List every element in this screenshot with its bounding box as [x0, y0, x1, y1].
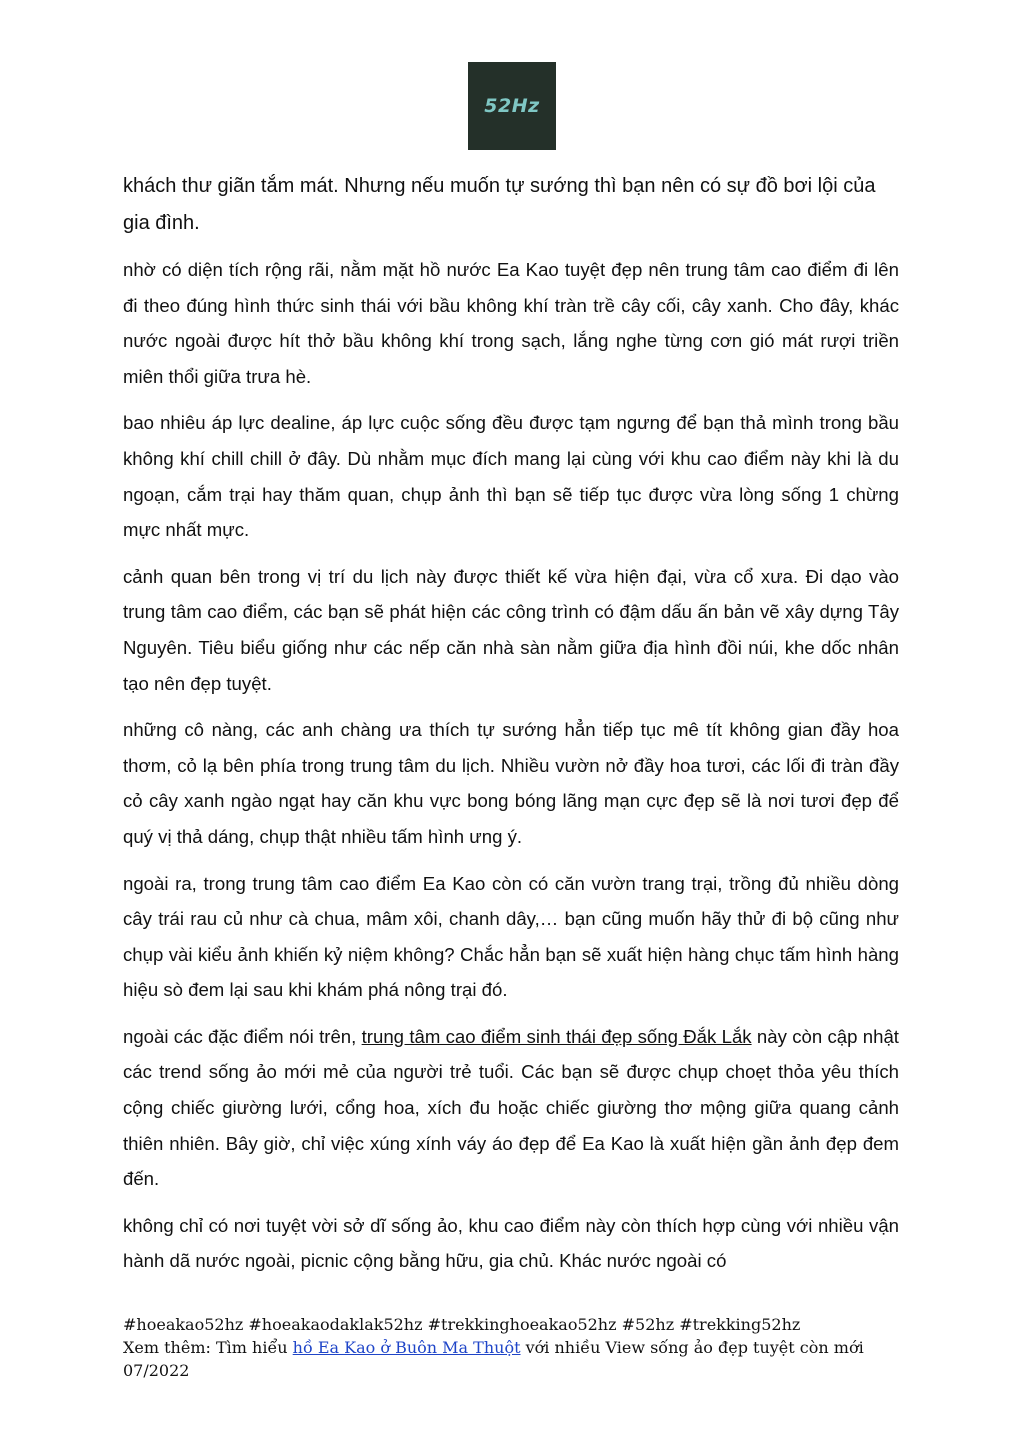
paragraph: những cô nàng, các anh chàng ưa thích tự sướng hẳn tiếp tục mê tít không gian đầy hoa thơm, cỏ lạ bên phía trong trung tâm du lịch. Nhiều vườn nở đầy hoa tươi, các lối đi tràn đầy cỏ cây xanh ngào ngạt hay căn khu vực bong bóng lãng mạn cực đẹp sẽ là nơi tươi đẹp để quý vị thả dáng, chụp thật nhiều tấm hình ưng ý. — [123, 719, 899, 847]
logo-text: 52Hz — [484, 95, 540, 117]
paragraph-text: ngoài các đặc điểm nói trên, — [123, 1025, 362, 1047]
see-more-link[interactable]: hồ Ea Kao ở Buôn Ma Thuột — [292, 1338, 521, 1357]
paragraph-with-link — [123, 1019, 899, 1197]
paragraph: bao nhiêu áp lực dealine, áp lực cuộc sống đều được tạm ngưng để bạn thả mình trong bầu không khí chill chill ở đây. Dù nhằm mục đích mang lại cùng với khu cao điểm này khi là du ngoạn, cắm trại hay thăm quan, chụp ảnh thì bạn sẽ tiếp tục được vừa lòng sống 1 chừng mực nhất mực. — [123, 412, 899, 541]
paragraph: nhờ có diện tích rộng rãi, nằm mặt hồ nước Ea Kao tuyệt đẹp nên trung tâm cao điểm đi lên đi theo đúng hình thức sinh thái với bầu không khí tràn trề cây cối, cây xanh. Cho đây, khác nước ngoài được hít thở bầu không khí trong sạch, lắng nghe từng cơn gió mát rượi triền miên thổi giữa trưa hè. — [123, 259, 899, 387]
paragraph: cảnh quan bên trong vị trí du lịch này được thiết kế vừa hiện đại, vừa cổ xưa. Đi dạo vào trung tâm cao điểm, các bạn sẽ phát hiện các công trình có đậm dấu ấn bản vẽ xây dựng Tây Nguyên. Tiêu biểu giống như các nếp căn nhà sàn nằm giữa địa hình đồi núi, khe dốc nhân tạo nên đẹp tuyệt. — [123, 565, 899, 694]
inline-article-link[interactable]: trung tâm cao điểm sinh thái đẹp sống Đắk Lắk — [361, 1025, 752, 1047]
see-more-prefix: Xem thêm: Tìm hiểu — [123, 1338, 293, 1357]
paragraph-text: này còn cập nhật các trend sống ảo mới mẻ của người trẻ tuổi. Các bạn sẽ được chụp choẹt thỏa yêu thích cộng chiếc giường lưới, cổng hoa, xích đu hoặc chiếc giường thơ mộng giữa quang cảnh thiên nhiên. Bây giờ, chỉ việc xúng xính váy áo đẹp để Ea Kao là xuất hiện gần ảnh đẹp đem đến. — [123, 1025, 899, 1190]
logo — [468, 62, 556, 150]
page-footer — [123, 1313, 913, 1382]
lead-paragraph: khách thư giãn tắm mát. Nhưng nếu muốn tự sướng thì bạn nên có sự đồ bơi lội của gia đình. — [123, 175, 876, 234]
see-more-suffix: với nhiều View sống ảo đẹp tuyệt còn mới 07/2022 — [123, 1338, 864, 1380]
article-body — [123, 168, 899, 1290]
paragraph: ngoài ra, trong trung tâm cao điểm Ea Kao còn có căn vườn trang trại, trồng đủ nhiều dòng cây trái rau củ như cà chua, mâm xôi, chanh dây,… bạn cũng muốn hãy thử đi bộ cũng như chụp vài kiểu ảnh khiến kỷ niệm không? Chắc hẳn bạn sẽ xuất hiện hàng chục tấm hình hàng hiệu sò đem lại sau khi khám phá nông trại đó. — [123, 872, 899, 1001]
see-more-line — [123, 1336, 913, 1382]
hashtags: #hoeakao52hz #hoeakaodaklak52hz #trekkinghoeakao52hz #52hz #trekking52hz — [123, 1315, 801, 1334]
paragraph: không chỉ có nơi tuyệt vời sở dĩ sống ảo, khu cao điểm này còn thích hợp cùng với nhiều vận hành dã nước ngoài, picnic cộng bằng hữu, gia chủ. Khác nước ngoài có — [123, 1214, 899, 1272]
